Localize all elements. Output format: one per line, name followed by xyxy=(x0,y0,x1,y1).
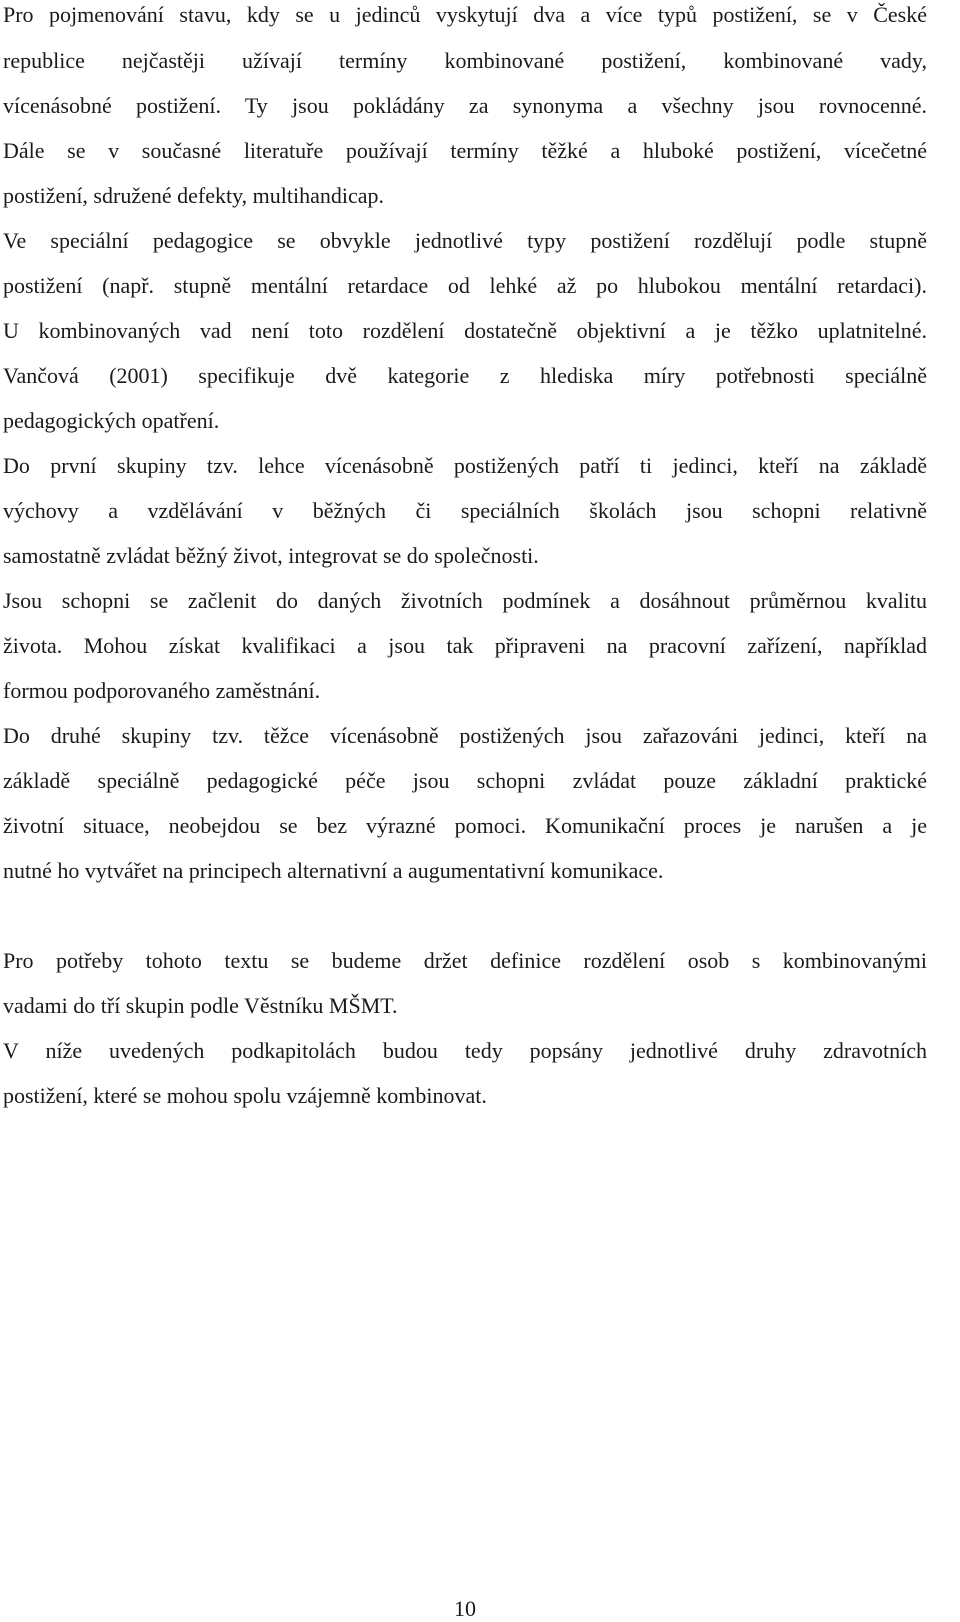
text-line: životní situace, neobejdou se bez výrazné pomoci. Komunikační proces je narušen a je xyxy=(3,813,927,838)
text-line: Do druhé skupiny tzv. těžce vícenásobně postižených jsou zařazováni jedinci, kteří na xyxy=(3,723,927,748)
text-line: Ve speciální pedagogice se obvykle jednotlivé typy postižení rozdělují podle stupně xyxy=(3,228,927,253)
text-line: V níže uvedených podkapitolách budou tedy popsány jednotlivé druhy zdravotních xyxy=(3,1038,927,1063)
text-line: republice nejčastěji užívají termíny kombinované postižení, kombinované vady, xyxy=(3,48,927,73)
text-line: výchovy a vzdělávání v běžných či speciálních školách jsou schopni relativně xyxy=(3,498,927,523)
text-line: vadami do tří skupin podle Věstníku MŠMT. xyxy=(3,993,398,1018)
text-line: Jsou schopni se začlenit do daných životních podmínek a dosáhnout průměrnou kvalitu xyxy=(3,588,927,613)
text-line: U kombinovaných vad není toto rozdělení dostatečně objektivní a je těžko uplatnitelné. xyxy=(3,318,927,343)
text-line: života. Mohou získat kvalifikaci a jsou tak připraveni na pracovní zařízení, například xyxy=(3,633,927,658)
text-line: samostatně zvládat běžný život, integrovat se do společnosti. xyxy=(3,543,539,568)
page-number: 10 xyxy=(454,1596,476,1621)
text-line: Pro pojmenování stavu, kdy se u jedinců vyskytují dva a více typů postižení, se v České xyxy=(3,2,927,27)
text-line: základě speciálně pedagogické péče jsou schopni zvládat pouze základní praktické xyxy=(3,768,927,793)
text-line: postižení (např. stupně mentální retardace od lehké až po hlubokou mentální retardaci). xyxy=(3,273,927,298)
text-line: nutné ho vytvářet na principech alternativní a augumentativní komunikace. xyxy=(3,858,664,883)
text-line: vícenásobné postižení. Ty jsou pokládány za synonyma a všechny jsou rovnocenné. xyxy=(3,93,927,118)
text-line: Pro potřeby tohoto textu se budeme držet definice rozdělení osob s kombinovanými xyxy=(3,948,927,973)
text-line: Vančová (2001) specifikuje dvě kategorie z hlediska míry potřebnosti speciálně xyxy=(3,363,927,388)
text-line: formou podporovaného zaměstnání. xyxy=(3,678,321,703)
text-line: Do první skupiny tzv. lehce vícenásobně postižených patří ti jedinci, kteří na základě xyxy=(3,453,927,478)
text-line: Dále se v současné literatuře používají termíny těžké a hluboké postižení, vícečetné xyxy=(3,138,927,163)
text-line: postižení, sdružené defekty, multihandicap. xyxy=(3,183,385,208)
text-line: postižení, které se mohou spolu vzájemně kombinovat. xyxy=(3,1083,487,1108)
text-line: pedagogických opatření. xyxy=(3,408,220,433)
